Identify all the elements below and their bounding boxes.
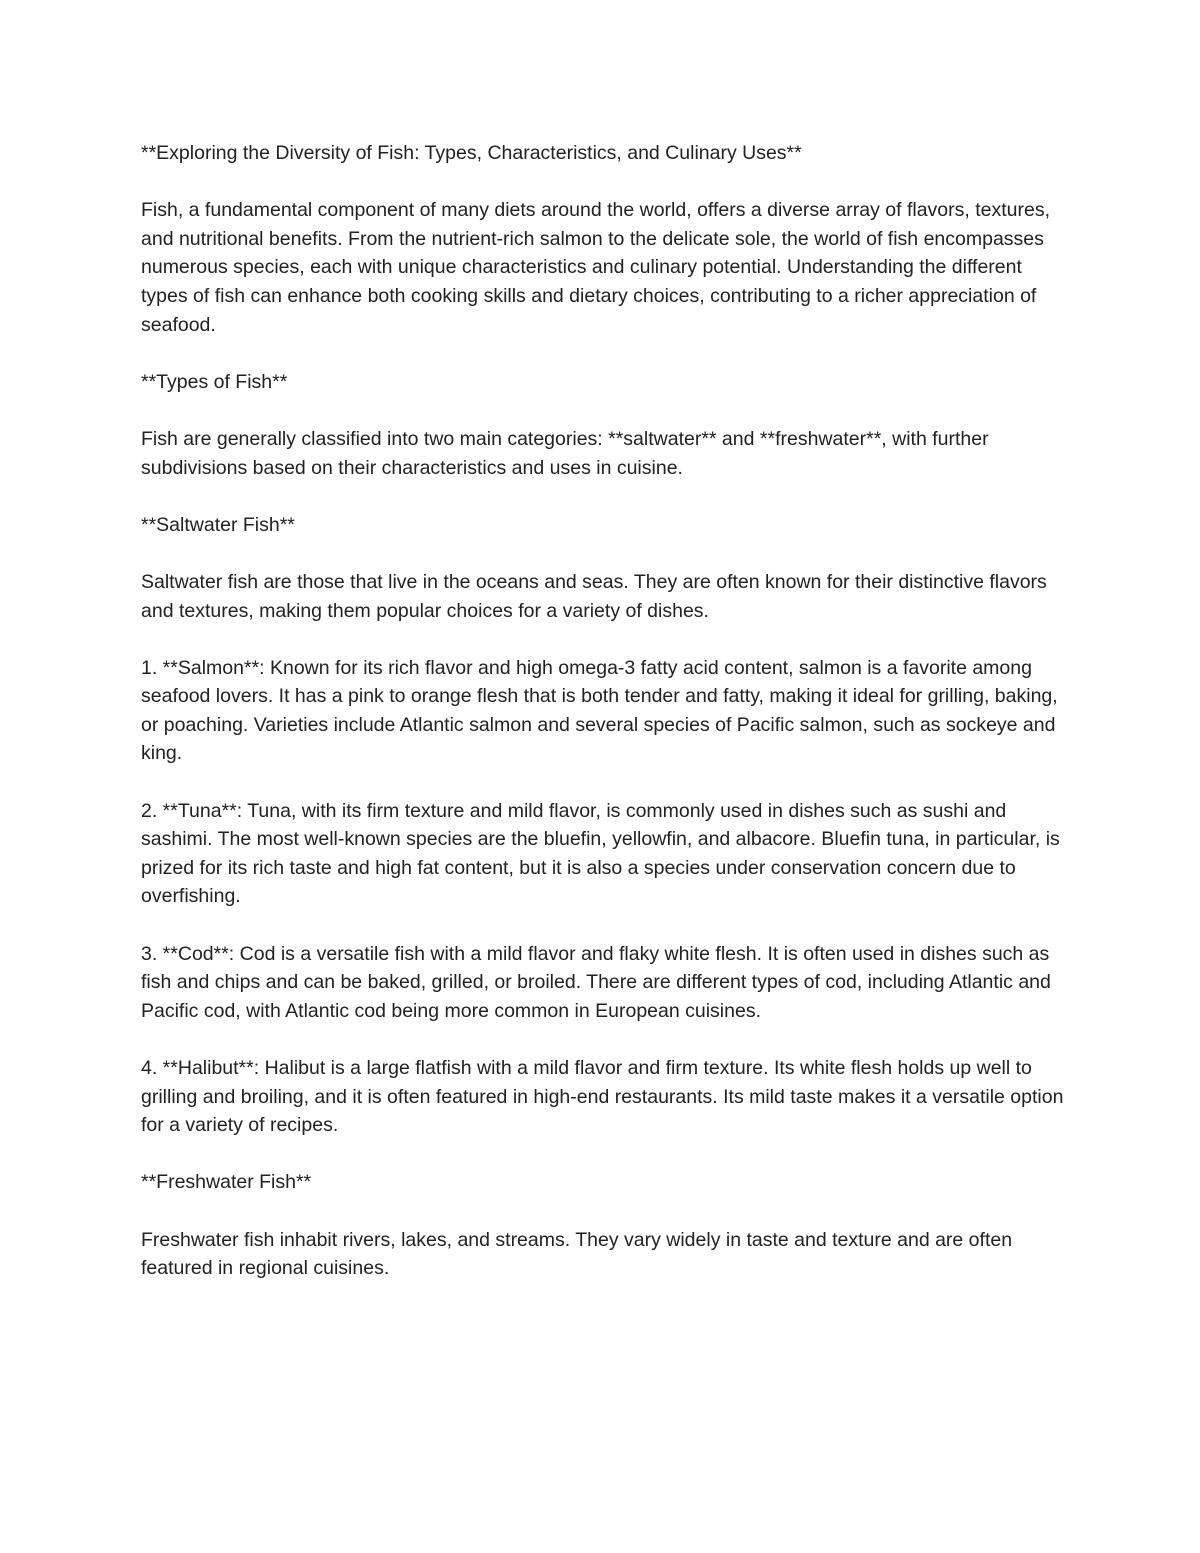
freshwater-paragraph: Freshwater fish inhabit rivers, lakes, and streams. They vary widely in taste and texture and are often featured in regional cuisines. bbox=[141, 1228, 1013, 1280]
types-paragraph: Fish are generally classified into two main categories: **saltwater** and **freshwater**, with further subdivisions based on their characteristics and uses in cuisine. bbox=[141, 427, 989, 479]
freshwater-heading: **Freshwater Fish** bbox=[141, 1171, 312, 1194]
list-item-cod: 3. **Cod**: Cod is a versatile fish with a mild flavor and flaky white flesh. It is often used in dishes such as fish and chips and can be baked, grilled, or broiled. There are different types of cod, including Atlantic and Pacific cod, with Atlantic cod being more common in European cuisines. bbox=[141, 942, 1051, 1022]
list-item-salmon: 1. **Salmon**: Known for its rich flavor and high omega-3 fatty acid content, salmon is a favorite among seafood lovers. It has a pink to orange flesh that is both tender and fatty, making it ideal for grilling, baking, or poaching. Varieties include Atlantic salmon and several species of Pacific salmon, such as sockeye and king. bbox=[141, 656, 1058, 765]
document-title: **Exploring the Diversity of Fish: Types, Characteristics, and Culinary Uses** bbox=[141, 142, 802, 164]
saltwater-paragraph: Saltwater fish are those that live in the oceans and seas. They are often known for their distinctive flavors and textures, making them popular choices for a variety of dishes. bbox=[141, 570, 1047, 622]
intro-paragraph: Fish, a fundamental component of many diets around the world, offers a diverse array of flavors, textures, and nutritional benefits. From the nutrient-rich salmon to the delicate sole, the world of fish encompasses numerous species, each with unique characteristics and culinary potential. Understanding the different types of fish can enhance both cooking skills and dietary choices, contributing to a richer appreciation of seafood. bbox=[141, 199, 1051, 336]
saltwater-heading: **Saltwater Fish** bbox=[141, 513, 295, 536]
document-body bbox=[141, 139, 1066, 1311]
list-item-tuna: 2. **Tuna**: Tuna, with its firm texture and mild flavor, is commonly used in dishes such as sushi and sashimi. The most well-known species are the bluefin, yellowfin, and albacore. Bluefin tuna, in particular, is prized for its rich taste and high fat content, but it is also a species under conservation concern due to overfishing. bbox=[141, 799, 1060, 908]
types-heading: **Types of Fish** bbox=[141, 370, 288, 393]
list-item-halibut: 4. **Halibut**: Halibut is a large flatfish with a mild flavor and firm texture. Its white flesh holds up well to grilling and broiling, and it is often featured in high-end restaurants. Its mild taste makes it a versatile option for a variety of recipes. bbox=[141, 1057, 1064, 1137]
